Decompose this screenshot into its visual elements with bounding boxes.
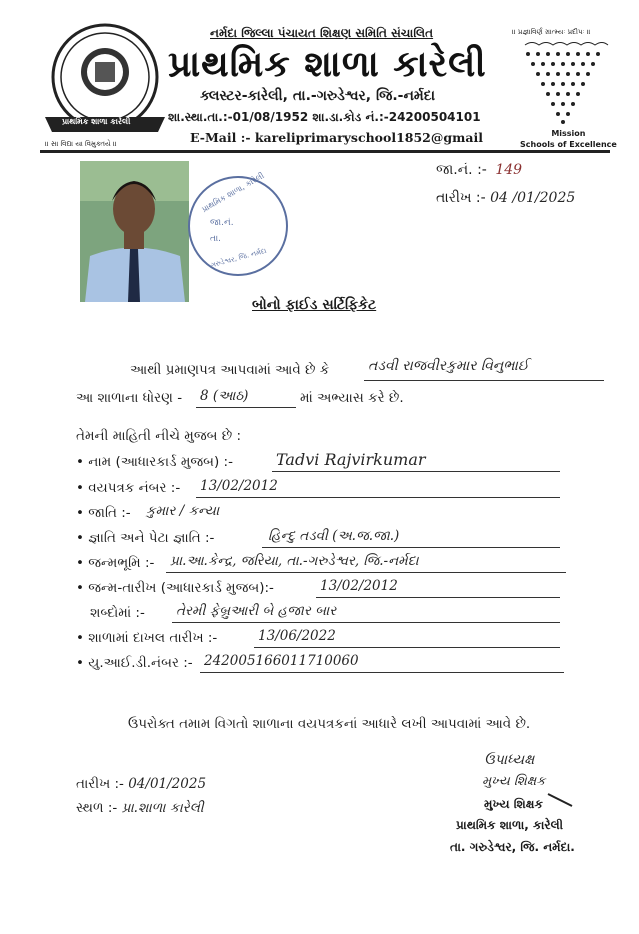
intro-prefix: આથી પ્રમાણપત્ર આપવામાં આવે છે કે — [130, 362, 330, 378]
bullet-icon: • — [76, 480, 84, 496]
signature-line3: તા. ગરુડેશ્વર, જિ. નર્મદા. — [450, 840, 575, 854]
detail-name-label: નામ (આધારકાર્ડ મુજબ) :- — [88, 454, 233, 470]
signature-line1: મુખ્ય શિક્ષક — [484, 797, 543, 811]
detail-dob-value: 13/02/2012 — [320, 578, 398, 594]
detail-words-label: શબ્દોમાં :- — [90, 605, 145, 621]
std-prefix: આ શાળાના ધોરણ - — [76, 390, 183, 406]
detail-gender-value: કુમાર / કન્યા — [146, 503, 220, 519]
certificate-title: બોનો ફાઈડ સર્ટિફિકેટ — [252, 297, 377, 313]
detail-uid — [76, 655, 193, 671]
std-underline — [196, 407, 296, 408]
std-value: 8 (આઠ) — [200, 388, 249, 404]
detail-words-value: તેરમી ફેબ્રુઆરી બે હજાર બાર — [176, 603, 337, 619]
school-registration: શા.સ્થા.તા.:-01/08/1952 શા.ડા.કોડ નં.:-24200504101 — [168, 110, 481, 124]
school-email: E-Mail :- kareliprimaryschool1852@gmail — [190, 130, 483, 145]
detail-words — [90, 605, 145, 621]
detail-gender-label: જાતિ :- — [88, 505, 131, 521]
school-stamp — [188, 171, 288, 276]
stamp-inner-line1: જા.નં. — [210, 218, 234, 228]
footer-place — [76, 800, 204, 816]
mission-emblem — [520, 40, 610, 125]
stamp-ring-text: પ્રાથમિક શાળા, કારેલી — [200, 171, 266, 215]
detail-age-value: 13/02/2012 — [200, 478, 278, 494]
bullet-icon: • — [76, 555, 84, 571]
detail-name-value: Tadvi Rajvirkumar — [276, 450, 426, 469]
detail-dob-label: જન્મ-તારીખ (આધારકાર્ડ મુજબ):- — [88, 580, 274, 596]
seal-text: પ્રાથમિક શાળા કારેલી — [62, 117, 131, 126]
detail-uid-label: યુ.આઈ.ડી.નંબર :- — [88, 655, 193, 671]
ref-date-label: તારીખ :- — [436, 190, 486, 206]
school-address: ક્લસ્ટર-કારેલી, તા.-ગરુડેશ્વર, જિ.-નર્મદા — [200, 88, 436, 104]
detail-words-underline — [172, 622, 560, 623]
school-name: પ્રાથમિક શાળા કારેલી — [168, 44, 487, 85]
ref-date-value: 04 /01/2025 — [490, 190, 576, 206]
bullet-icon: • — [76, 530, 84, 546]
student-name-underline — [364, 380, 604, 381]
detail-birthplace — [76, 555, 154, 571]
detail-admission-label: શાળામાં દાખલ તારીખ :- — [88, 630, 218, 646]
header-divider — [40, 150, 610, 153]
header-top-line: નર્મદા જિલ્લા પંચાયત શિક્ષણ સમિતિ સંચાલિત — [210, 26, 434, 40]
signature-script: ઉપાધ્યક્ષ — [484, 752, 535, 768]
detail-admission-value: 13/06/2022 — [258, 628, 336, 644]
mission-line2: Schools of Excellence — [520, 140, 617, 149]
ref-number-label: જા.નં. :- — [436, 162, 487, 178]
bullet-icon: • — [76, 580, 84, 596]
detail-age-label: વયપત્રક નંબર :- — [88, 480, 181, 496]
stamp-bottom-text: ગરુડેશ્વર, જિ. નર્મદા — [209, 246, 268, 270]
ref-number — [436, 162, 522, 178]
detail-name — [76, 454, 233, 470]
stamp-inner-line2: તા. — [210, 234, 222, 244]
signature-handwritten: મુખ્ય શિક્ષક — [482, 774, 546, 789]
detail-caste-label: જ્ઞાતિ અને પેટા જ્ઞાતિ :- — [88, 530, 215, 546]
ref-date — [436, 190, 575, 206]
detail-age-underline — [196, 497, 560, 498]
closing-text: ઉપરોક્ત તમામ વિગતો શાળાના વયપત્રકનાં આધારે લખી આપવામાં આવે છે. — [128, 716, 531, 732]
detail-gender — [76, 505, 131, 521]
detail-birthplace-label: જન્મભૂમિ :- — [88, 555, 155, 571]
info-heading: તેમની માહિતી નીચે મુજબ છે : — [76, 428, 242, 444]
bullet-icon: • — [76, 655, 84, 671]
footer-date-value: 04/01/2025 — [128, 776, 207, 792]
detail-admission-underline — [254, 647, 560, 648]
footer-place-value: પ્રા.શાળા કારેલી — [121, 800, 204, 816]
detail-dob-underline — [316, 597, 560, 598]
detail-dob — [76, 580, 274, 596]
detail-caste-value: હિન્દુ તડવી (અ.જ.જા.) — [268, 528, 400, 544]
signature-line2: પ્રાથમિક શાળા, કારેલી — [456, 818, 564, 832]
bullet-icon: • — [76, 505, 84, 521]
bullet-icon: • — [76, 630, 84, 646]
detail-birthplace-underline — [166, 572, 566, 573]
footer-date — [76, 776, 206, 792]
detail-birthplace-value: પ્રા.આ.કેન્દ્ર, જરિયા, તા.-ગરુડેશ્વર, જિ.-નર્મદા — [170, 553, 419, 569]
left-motto: ॥ સા વિદ્યા યા વિમુક્તયે ॥ — [45, 140, 117, 148]
footer-date-label: તારીખ :- — [76, 776, 124, 792]
ref-number-value: 149 — [495, 162, 523, 178]
detail-caste-underline — [262, 547, 560, 548]
detail-caste — [76, 530, 214, 546]
footer-place-label: સ્થળ :- — [76, 800, 118, 816]
detail-age — [76, 480, 180, 496]
right-motto: ॥ પ્રજ્ઞાવિર્ણ ગ્રાત્મ્યઃ પ્રદીપઃ ॥ — [512, 28, 591, 36]
bullet-icon: • — [76, 454, 84, 470]
mission-text — [520, 128, 617, 150]
detail-admission — [76, 630, 217, 646]
std-suffix: માં અભ્યાસ કરે છે. — [300, 390, 404, 406]
detail-name-underline — [272, 471, 560, 472]
student-photo — [80, 161, 189, 302]
signature-stroke — [546, 790, 576, 810]
mission-line1: Mission — [551, 129, 586, 138]
detail-uid-underline — [200, 672, 564, 673]
student-name-gu: તડવી રાજવીરકુમાર વિનુભાઈ — [368, 358, 529, 374]
detail-uid-value: 242005166011710060 — [204, 653, 359, 669]
